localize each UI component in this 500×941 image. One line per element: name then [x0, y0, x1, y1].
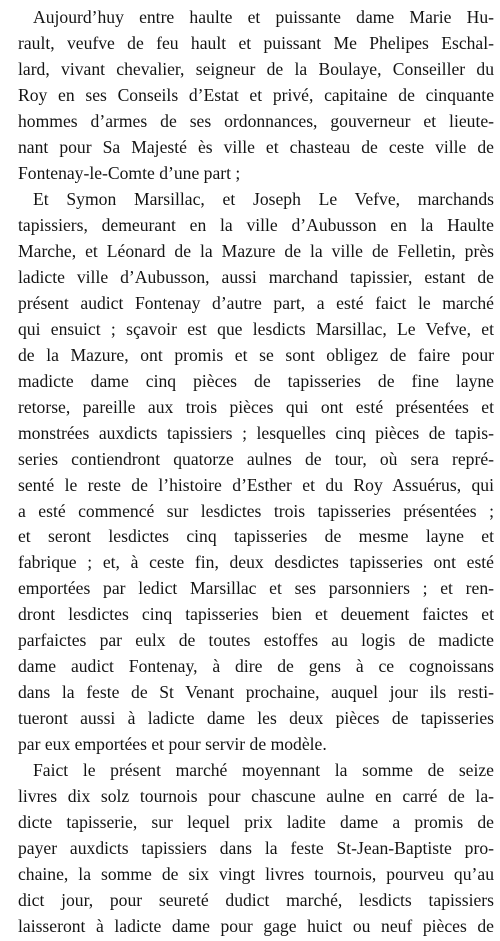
text-line: retorse, pareille aux trois pièces qui ont esté présentées et: [18, 396, 494, 417]
text-line: dans la feste de St Venant prochaine, auquel jour ils resti-: [18, 682, 494, 703]
text-line: nant pour Sa Majesté ès ville et chasteau de ceste ville de: [18, 136, 494, 157]
text-line: qui ensuict ; sçavoir est que lesdicts Marsillac, Le Vefve, et: [18, 318, 494, 339]
text-line: par eux emportées et pour servir de modèle.: [18, 734, 327, 755]
text-line: Faict le présent marché moyennant la somme de seize: [33, 760, 494, 781]
text-line: rault, veufve de feu hault et puissant Me Phelipes Eschal-: [18, 33, 494, 53]
text-line: dame audict Fontenay, à dire de gens à ce cognoissans: [18, 656, 494, 677]
text-line: madicte dame cinq pièces de tapisseries de fine layne: [18, 370, 494, 391]
text-line: dicte tapisserie, sur lequel prix ladite dame a promis de: [18, 812, 494, 833]
text-line: Fontenay-le-Comte d’une part ;: [18, 162, 241, 183]
text-line: chaine, la somme de six vingt livres tournois, pourveu qu’au: [18, 864, 494, 885]
text-line: de la Mazure, ont promis et se sont obligez de faire pour: [18, 344, 494, 365]
text-line: monstrées auxdicts tapissiers ; lesquelles cinq pièces de tapis-: [18, 422, 494, 443]
text-line: tapissiers, demeurant en la ville d’Aubusson en la Haulte: [18, 214, 494, 235]
text-line: livres dix solz tournois pour chascune aulne en carré de la-: [18, 786, 494, 807]
text-line: parfaictes par eulx de toutes estoffes au logis de madicte: [18, 630, 494, 651]
text-line: tueront aussi à ladicte dame les deux pièces de tapisseries: [18, 708, 494, 729]
text-line: laisseront à ladicte dame pour gage huict ou neuf pièces de: [18, 916, 494, 936]
text-line: présent audict Fontenay d’autre part, a esté faict le marché: [18, 292, 494, 313]
text-line: Marche, et Léonard de la Mazure de la ville de Felletin, près: [18, 240, 494, 261]
text-line: senté le reste de l’histoire d’Esther et du Roy Assuérus, qui: [18, 474, 494, 495]
text-line: ladicte ville d’Aubusson, aussi marchand tapissier, estant de: [18, 266, 494, 287]
text-line: Roy en ses Conseils d’Estat et privé, capitaine de cinquante: [18, 84, 494, 105]
text-line: hommes d’armes de ses ordonnances, gouverneur et lieute-: [18, 110, 494, 131]
text-line: series contiendront quatorze aulnes de tour, où sera repré-: [18, 448, 494, 469]
text-line: lard, vivant chevalier, seigneur de la Boulaye, Conseiller du: [18, 58, 494, 79]
text-line: dront lesdictes cinq tapisseries bien et deuement faictes et: [18, 604, 494, 625]
text-line: payer auxdicts tapissiers dans la feste St-Jean-Baptiste pro-: [18, 838, 494, 859]
text-line: fabrique ; et, à ceste fin, deux desdictes tapisseries ont esté: [18, 552, 494, 573]
text-line: dict jour, pour seureté dudict marché, lesdicts tapissiers: [18, 890, 494, 910]
text-line: et seront lesdictes cinq tapisseries de mesme layne et: [18, 526, 494, 547]
text-line: Aujourd’huy entre haulte et puissante dame Marie Hu-: [33, 7, 494, 27]
text-line: emportées par ledict Marsillac et ses parsonniers ; et ren-: [18, 578, 494, 599]
text-line: a esté commencé sur lesdictes trois tapisseries présentées ;: [18, 500, 494, 521]
text-line: Et Symon Marsillac, et Joseph Le Vefve, marchands: [33, 188, 494, 209]
